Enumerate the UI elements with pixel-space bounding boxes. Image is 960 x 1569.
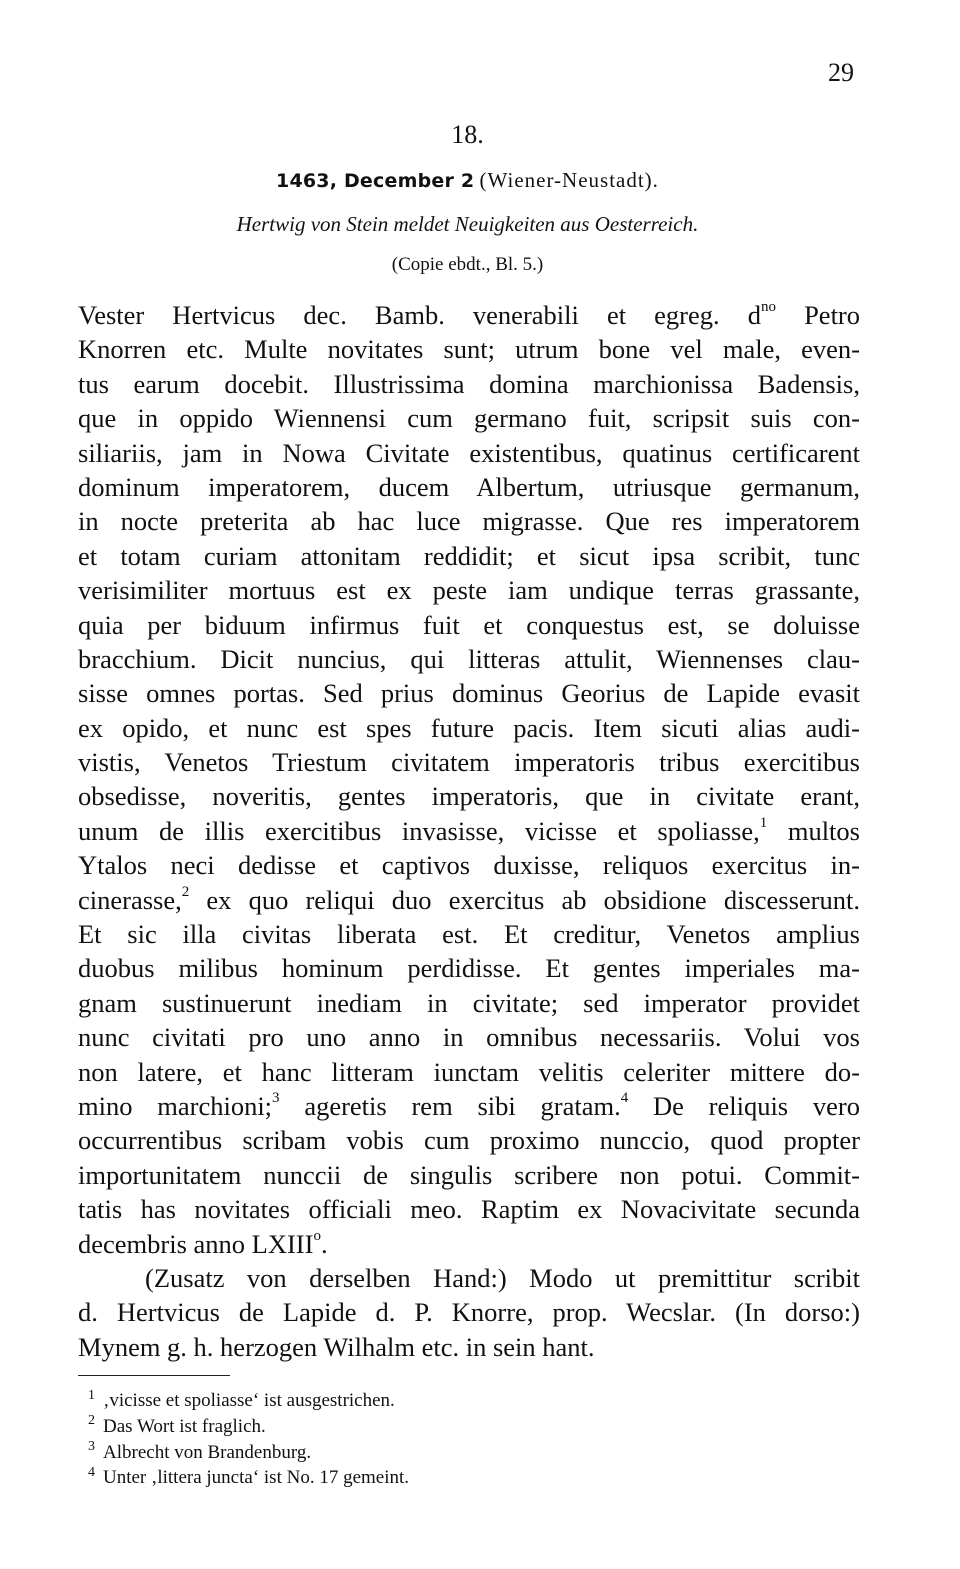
body-line: Knorren etc. Multe novitates sunt; utrum bone vel male, even- (78, 334, 860, 365)
footnote-number: 4 (88, 1465, 95, 1481)
body-line: quia per biduum infirmus fuit et conquestus est, se doluisse (78, 609, 860, 640)
body-line: d. Hertvicus de Lapide d. P. Knorre, prop. Wecslar. (In dorso:) (78, 1297, 860, 1328)
footnote-text: Albrecht von Brandenburg. (103, 1441, 312, 1463)
document-place: (Wiener-Neustadt). (479, 168, 659, 192)
body-line: Et sic illa civitas liberata est. Et creditur, Venetos amplius (78, 919, 860, 950)
footnote-text: Unter ‚littera juncta‘ ist No. 17 gemeint. (103, 1467, 410, 1489)
body-line: decembris anno LXIII$^o$. (78, 1227, 328, 1259)
body-line: que in oppido Wiennensi cum germano fuit, scripsit suis con- (78, 403, 860, 434)
footnote-number: 2 (88, 1413, 95, 1429)
body-line: obsedisse, noveritis, gentes imperatoris, que in civitate erant, (78, 781, 860, 812)
body-line: et totam curiam attonitam reddidit; et sicut ipsa scribit, tunc (78, 540, 860, 571)
footnote (88, 1388, 848, 1414)
body-line: occurrentibus scribam vobis cum proximo nunccio, quod propter (78, 1125, 860, 1156)
body-line: Mynem g. h. herzogen Wilhalm etc. in sein hant. (78, 1331, 595, 1362)
body-line: tus earum docebit. Illustrissima domina marchionissa Badensis, (78, 368, 860, 399)
body-line: cinerasse,$^2$ ex quo reliqui duo exercitus ab obsidione discesserunt. (78, 883, 860, 915)
body-line: siliariis, jam in Nowa Civitate existentibus, quatinus certificarent (78, 437, 860, 468)
footnote (88, 1465, 848, 1491)
body-line: gnam sustinuerunt inediam in civitate; sed imperator providet (78, 987, 860, 1018)
body-line: dominum imperatorem, ducem Albertum, utriusque germanum, (78, 471, 860, 502)
body-line: (Zusatz von derselben Hand:) Modo ut premittitur scribit (145, 1262, 860, 1293)
page-number: 29 (828, 58, 854, 87)
footnote (88, 1440, 848, 1466)
body-line: sisse omnes portas. Sed prius dominus Georius de Lapide evasit (78, 678, 860, 709)
body-line: unum de illis exercitibus invasisse, vicisse et spoliasse,$^1$ multos (78, 815, 860, 846)
body-line: verisimiliter mortuus est ex peste iam undique terras grassante, (78, 575, 860, 606)
body-line: ex opido, et nunc est spes future pacis. Item sicuti alias audi- (78, 712, 860, 743)
body-line: in nocte preterita ab hac luce migrasse. Que res imperatorem (78, 506, 860, 537)
document-source: (Copie ebdt., Bl. 5.) (391, 254, 544, 275)
document-heading (0, 168, 935, 193)
body-line: duobus milibus hominum perdidisse. Et gentes imperiales ma- (78, 953, 860, 984)
body-line: nunc civitati pro uno anno in omnibus necessariis. Volui vos (78, 1022, 860, 1053)
document-number: 18. (451, 120, 484, 149)
footnotes (88, 1388, 848, 1491)
body-line: Vester Hertvicus dec. Bamb. venerabili et egreg. $d^{no}$ Petro (78, 299, 861, 330)
document-summary: Hertwig von Stein meldet Neuigkeiten aus Oesterreich. (236, 212, 699, 236)
footnote-text: ‚vicisse et spoliasse‘ ist ausgestrichen. (103, 1390, 395, 1411)
body-line: Ytalos neci dedisse et captivos duxisse, reliquos exercitus in- (78, 850, 860, 881)
footnote (88, 1414, 848, 1440)
body-line: importunitatem nunccii de singulis scribere non potui. Commit- (78, 1159, 860, 1190)
footnote-number: 3 (88, 1439, 95, 1455)
body-line: tatis has novitates officiali meo. Raptim ex Novacivitate secunda (78, 1194, 860, 1225)
footnote-text: Das Wort ist fraglich. (103, 1415, 266, 1437)
letter-body (78, 298, 860, 1364)
body-line: mino marchioni;$^3$ ageretis rem sibi gratam.$^4$ De reliquis vero (78, 1090, 860, 1121)
footnote-number: 1 (88, 1387, 95, 1403)
body-line: bracchium. Dicit nuncius, qui litteras attulit, Wiennenses clau- (78, 643, 860, 674)
document-date: 1463, December 2 (276, 170, 475, 192)
footnote-divider (78, 1375, 230, 1376)
body-line: non latere, et hanc litteram iunctam velitis celeriter mittere do- (78, 1056, 860, 1087)
body-line: vistis, Venetos Triestum civitatem imperatoris tribus exercitibus (78, 747, 860, 778)
